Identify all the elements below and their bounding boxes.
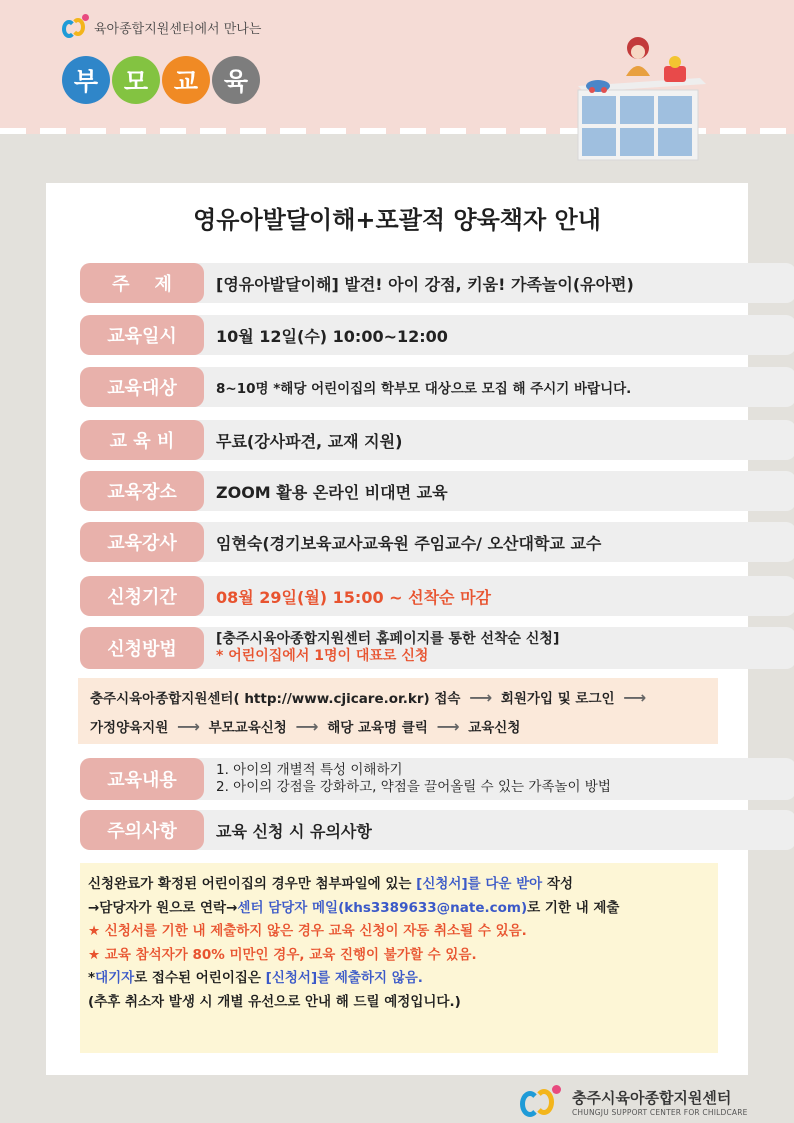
label-caution: 주의사항 <box>80 810 204 850</box>
notice-line-2: →담당자가 원으로 연락→센터 담당자 메일(khs3389633@nate.com)로 기한 내 제출 <box>88 899 620 916</box>
notice-line-5: *대기자로 접수된 어린이집은 [신청서]를 제출하지 않음. <box>88 970 423 986</box>
process-step-6: 교육신청 <box>468 720 521 736</box>
center-logo-icon <box>520 1085 566 1119</box>
footer-center-name: 충주시육아종합지원센터 <box>572 1089 732 1107</box>
label-datetime: 교육일시 <box>80 315 204 355</box>
notice-warning-2: ★ 교육 참석자가 80% 미만인 경우, 교육 진행이 불가할 수 있음. <box>88 946 477 963</box>
header-logo <box>62 14 261 40</box>
toy-shelf-illustration <box>560 28 710 163</box>
arrow-right-icon: ⟶ <box>623 688 647 707</box>
header-logo-text: 육아종합지원센터에서 만나는 <box>94 21 262 37</box>
method-line-2: * 어린이집에서 1명이 대표로 신청 <box>216 648 429 664</box>
process-step-3: 가정양육지원 <box>90 720 169 736</box>
title-circle-3: 교 <box>162 56 210 104</box>
title-circle-4: 육 <box>212 56 260 104</box>
label-place: 교육장소 <box>80 471 204 511</box>
value-cost: 무료(강사파견, 교재 지원) <box>216 431 403 451</box>
value-topic: [영유아발달이해] 발견! 아이 강점, 키움! 가족놀이(유아편) <box>216 274 634 294</box>
value-period: 08월 29일(월) 15:00 ~ 선착순 마감 <box>216 587 491 607</box>
process-step-4: 부모교육신청 <box>208 720 287 736</box>
arrow-right-icon: ⟶ <box>436 717 460 736</box>
content-line-2: 2. 아이의 강점을 강화하고, 약점을 끌어올릴 수 있는 가족놀이 방법 <box>216 779 611 795</box>
value-content <box>216 758 611 800</box>
process-line-2 <box>90 713 706 742</box>
value-datetime: 10월 12일(수) 10:00~12:00 <box>216 326 448 346</box>
arrow-right-icon: ⟶ <box>295 717 319 736</box>
title-circle-1: 부 <box>62 56 110 104</box>
value-caution: 교육 신청 시 유의사항 <box>216 821 372 841</box>
value-place: ZOOM 활용 온라인 비대면 교육 <box>216 482 448 502</box>
process-line-1 <box>90 684 706 713</box>
title-circle-2: 모 <box>112 56 160 104</box>
application-process-box <box>78 678 718 744</box>
label-period: 신청기간 <box>80 576 204 616</box>
footer-logo <box>520 1085 748 1119</box>
arrow-right-icon: ⟶ <box>176 717 200 736</box>
label-instructor: 교육강사 <box>80 522 204 562</box>
label-content: 교육내용 <box>80 758 204 800</box>
footer-center-subtitle: CHUNGJU SUPPORT CENTER FOR CHILDCARE <box>572 1108 748 1117</box>
contact-email: 센터 담당자 메일(khs3389633@nate.com) <box>237 899 528 916</box>
notice-line-6: (추후 취소자 발생 시 개별 유선으로 안내 해 드릴 예정입니다.) <box>88 993 461 1010</box>
label-cost: 교 육 비 <box>80 420 204 460</box>
notice-line-1: 신청완료가 확정된 어린이집의 경우만 첨부파일에 있는 [신청서]를 다운 받아 작성 <box>88 876 574 892</box>
value-target: 8~10명 *해당 어린이집의 학부모 대상으로 모집 해 주시기 바랍니다. <box>216 381 632 397</box>
label-method: 신청방법 <box>80 627 204 669</box>
notice-warning-1: ★ 신청서를 기한 내 제출하지 않은 경우 교육 신청이 자동 취소될 수 있음. <box>88 923 527 939</box>
value-instructor: 임현숙(경기보육교사교육원 주임교수/ 오산대학교 교수 <box>216 533 602 553</box>
caution-notice-box <box>80 863 718 1053</box>
label-target: 교육대상 <box>80 367 204 407</box>
process-step-5: 해당 교육명 클릭 <box>327 720 428 736</box>
process-step-1: 충주시육아종합지원센터( http://www.cjicare.or.kr) 접속 <box>90 691 461 707</box>
center-logo-icon <box>62 14 90 40</box>
label-topic: 주 제 <box>80 263 204 303</box>
arrow-right-icon: ⟶ <box>469 688 493 707</box>
process-step-2: 회원가입 및 로그인 <box>500 691 615 707</box>
page-title: 영유아발달이해+포괄적 양육책자 안내 <box>193 206 601 234</box>
value-method <box>216 627 559 669</box>
method-line-1: [충주시육아종합지원센터 홈페이지를 통한 선착순 신청] <box>216 630 560 647</box>
program-title-circles <box>62 56 260 104</box>
content-line-1: 1. 아이의 개별적 특성 이해하기 <box>216 762 403 779</box>
